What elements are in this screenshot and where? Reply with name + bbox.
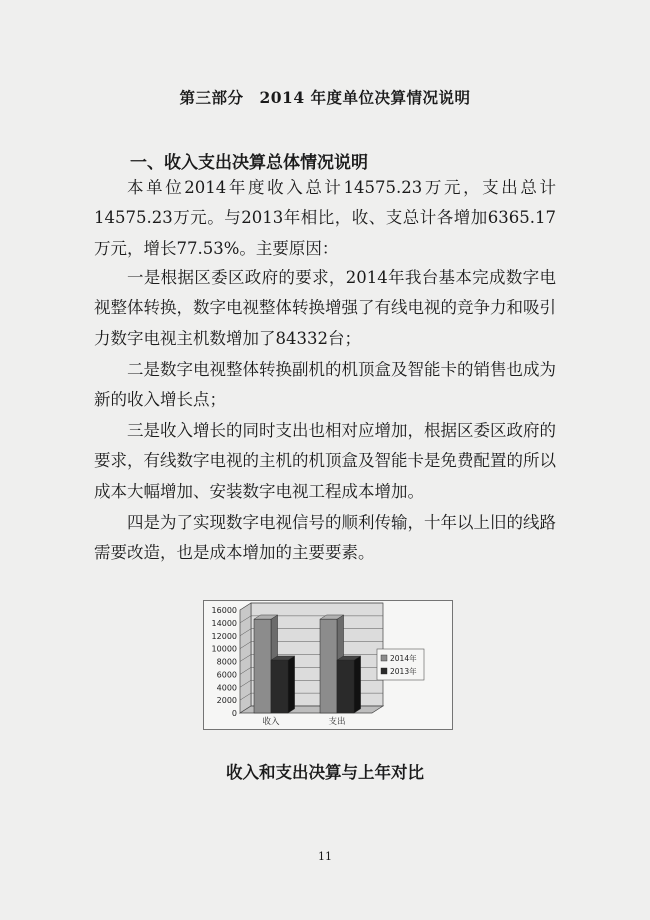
bar-2014年-支出 xyxy=(320,619,337,713)
bar-2014年-收入 xyxy=(254,619,271,713)
legend-swatch-2013年 xyxy=(381,668,387,674)
legend-swatch-2014年 xyxy=(381,655,387,661)
y-tick-label: 0 xyxy=(231,709,237,718)
x-tick-label: 支出 xyxy=(328,717,346,727)
y-tick-label: 10000 xyxy=(211,644,237,654)
page-number: 11 xyxy=(318,850,332,863)
x-tick-label: 收入 xyxy=(262,717,280,727)
page-heading: 第三部分 2014 年度单位决算情况说明 xyxy=(179,88,471,107)
paragraph-reason-4: 四是为了实现数字电视信号的顺利传输，十年以上旧的线路需要改造，也是成本增加的主要要素。 xyxy=(94,513,556,563)
paragraph-reason-1: 一是根据区委区政府的要求，2014年我台基本完成数字电视整体转换，数字电视整体转换增强了有线电视的竞争力和吸引力数字电视主机数增加了84332台； xyxy=(94,268,556,348)
bar-2013年-收入 xyxy=(271,660,288,713)
y-tick-label: 2000 xyxy=(216,696,237,706)
bar-2013年-支出 xyxy=(337,660,354,713)
bar-side-2013年 xyxy=(354,656,361,713)
legend-label: 2014年 xyxy=(390,654,417,663)
y-tick-label: 8000 xyxy=(216,657,237,667)
paragraph-reason-3: 三是收入增长的同时支出也相对应增加，根据区委区政府的要求，有线数字电视的主机的机顶盒及智能卡是免费配置的所以成本大幅增加、安装数字电视工程成本增加。 xyxy=(94,421,556,501)
legend-label: 2013年 xyxy=(390,667,417,676)
bar-side-2013年 xyxy=(288,656,295,713)
chart-caption: 收入和支出决算与上年对比 xyxy=(226,763,424,782)
y-tick-label: 16000 xyxy=(211,606,237,615)
paragraph-reason-2: 二是数字电视整体转换副机的机顶盒及智能卡的销售也成为新的收入增长点； xyxy=(94,360,556,410)
y-tick-label: 4000 xyxy=(216,683,237,693)
income-expense-bar-chart xyxy=(203,600,453,730)
y-tick-label: 14000 xyxy=(211,618,237,628)
section-title: 一、收入支出决算总体情况说明 xyxy=(130,153,368,173)
y-tick-label: 12000 xyxy=(211,631,237,641)
y-tick-label: 6000 xyxy=(216,670,237,680)
paragraph-summary: 本单位2014年度收入总计14575.23万元，支出总计14575.23万元。与2013年相比，收、支总计各增加6365.17万元，增长77.53%。主要原因： xyxy=(94,178,556,258)
